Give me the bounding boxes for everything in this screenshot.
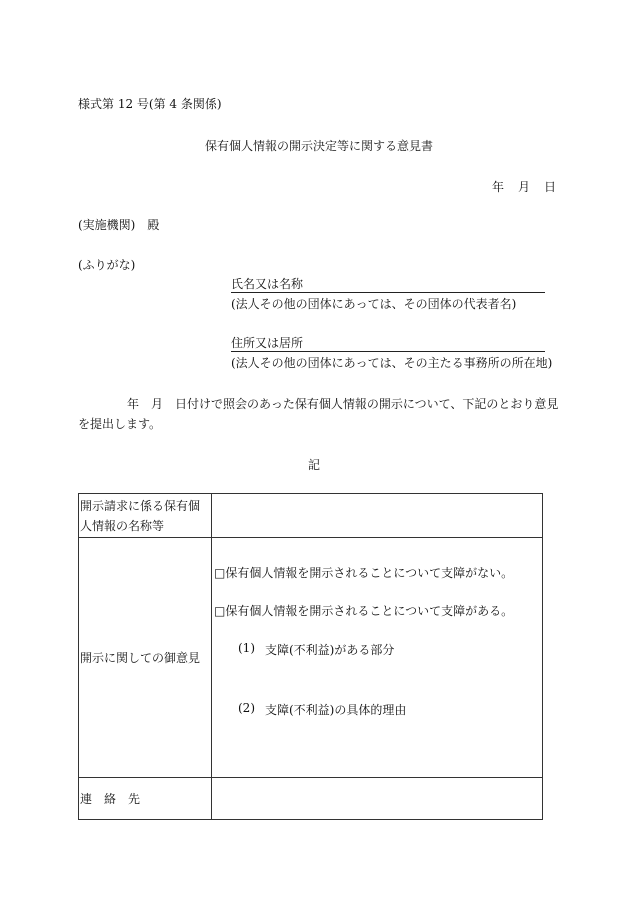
table-row (79, 778, 543, 820)
furigana-label: (ふりがな) (78, 258, 136, 272)
contact-field[interactable] (212, 778, 543, 820)
row-label-contact: 連 絡 先 (79, 778, 212, 820)
opinion-table (78, 493, 543, 820)
table-row (79, 494, 543, 538)
option-no-issue[interactable]: □保有個人情報を開示されることについて支障がない。 (214, 566, 514, 580)
address-field-label: 住所又は居所 (231, 336, 304, 350)
name-field[interactable] (231, 278, 545, 293)
address-field[interactable] (231, 337, 545, 352)
form-number: 様式第 12 号(第 4 条関係) (78, 97, 222, 111)
option-issue[interactable]: □保有個人情報を開示されることについて支障がある。 (214, 604, 514, 618)
table-row (79, 538, 543, 778)
sub2-text: 支障(不利益)の具体的理由 (265, 703, 407, 717)
sub1-number: (1) (238, 641, 255, 655)
date-line: 年 月 日 (492, 180, 558, 194)
row-label-request-name: 開示請求に係る保有個人情報の名称等 (79, 494, 212, 538)
ki-heading: 記 (308, 458, 321, 472)
addressee: (実施機関) 殿 (78, 218, 160, 232)
body-text-line1: 年 月 日付けで照会のあった保有個人情報の開示について、下記のとおり意見 (127, 397, 559, 411)
row-label-opinion: 開示に関しての御意見 (79, 538, 212, 778)
request-name-field[interactable] (212, 494, 543, 538)
sub2-number: (2) (238, 701, 255, 715)
address-field-note: (法人その他の団体にあっては、その主たる事務所の所在地) (231, 356, 553, 370)
body-text-line2: を提出します。 (78, 417, 162, 431)
sub1-text: 支障(不利益)がある部分 (265, 643, 395, 657)
name-field-note: (法人その他の団体にあっては、その団体の代表者名) (231, 297, 517, 311)
page-title: 保有個人情報の開示決定等に関する意見書 (205, 139, 434, 153)
opinion-field[interactable] (212, 538, 543, 778)
name-field-label: 氏名又は名称 (231, 277, 304, 291)
